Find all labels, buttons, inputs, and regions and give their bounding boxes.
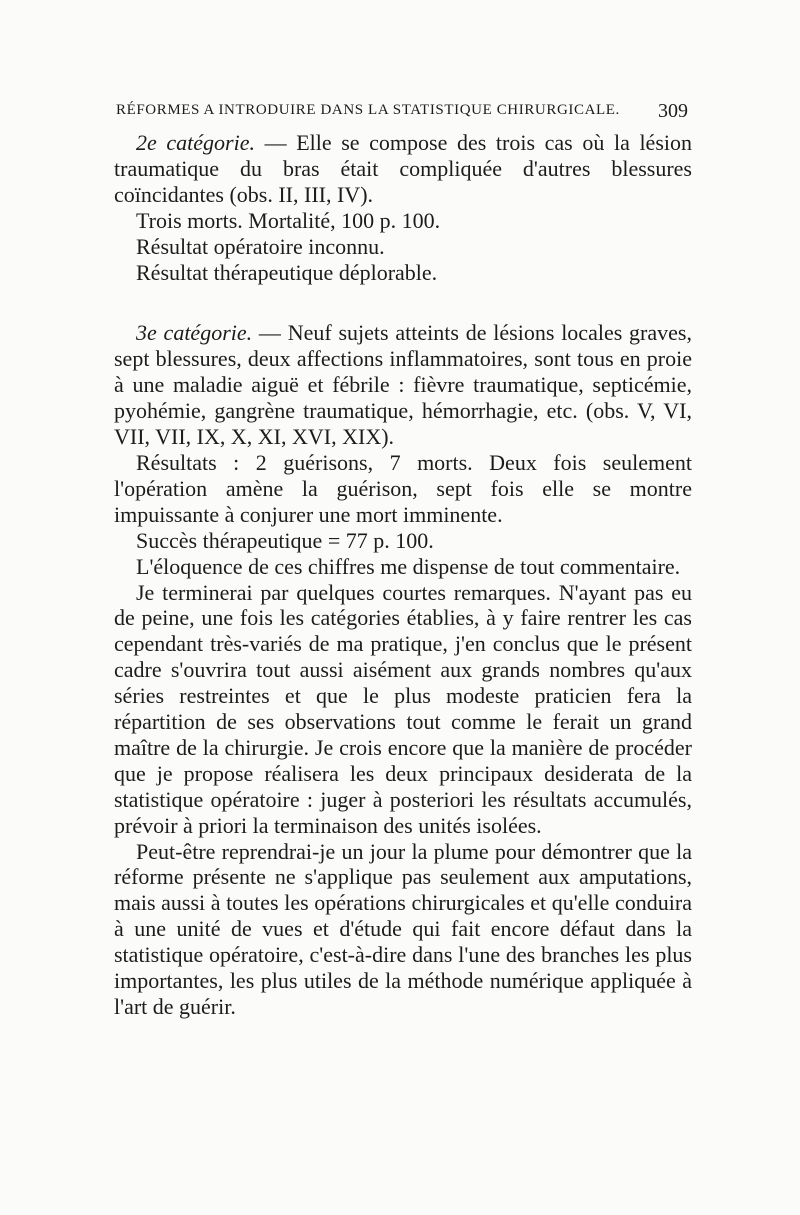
running-title: RÉFORMES A INTRODUIRE DANS LA STATISTIQUE CHIRURGICALE. xyxy=(116,102,620,118)
page-body xyxy=(114,130,692,1020)
category-2-therapeutic-result: Résultat thérapeutique déplorable. xyxy=(136,259,438,285)
category-2-text: — Elle se compose des trois cas où la lésion traumatique du bras était compliquée d'autres blessures coïncidantes (obs. II, III, IV). xyxy=(114,130,692,207)
paragraph-conclusion: Peut-être reprendrai-je un jour la plume pour démontrer que la réforme présente ne s'applique pas seulement aux amputations, mais aussi à toutes les opérations chirurgicales et qu'elle conduira à une unité de vues et d'étude qui fait encore défaut dans la statistique opératoire, c'est-à-dire dans l'une des branches les plus importantes, les plus utiles de la méthode numérique appliquée à l'art de guérir. xyxy=(114,838,692,1019)
category-3-success: Succès thérapeutique = 77 p. 100. xyxy=(136,527,434,553)
running-header xyxy=(110,100,688,126)
category-3-label: 3e catégorie. xyxy=(136,320,253,346)
category-2-paragraph xyxy=(114,130,692,208)
category-2-mortality: Trois morts. Mortalité, 100 p. 100. xyxy=(136,207,441,233)
paragraph-remarks: Je terminerai par quelques courtes remarques. N'ayant pas eu de peine, une fois les catégories établies, à y faire rentrer les cas cependant très-variés de ma pratique, j'en conclus que le présent cadre s'ouvrira tout aussi aisément aux grands nombres qu'aux séries restreintes et que le plus modeste praticien fera la répartition de ses observations tout comme le ferait un grand maître de la chirurgie. Je crois encore que la manière de procéder que je propose réalisera les deux principaux desiderata de la statistique opératoire : juger à posteriori les résultats accumulés, prévoir à priori la terminaison des unités isolées. xyxy=(114,579,692,838)
page-number: 309 xyxy=(658,100,688,122)
category-3-results: Résultats : 2 guérisons, 7 morts. Deux fois seulement l'opération amène la guérison, sept fois elle se montre impuissante à conjurer une mort imminente. xyxy=(114,449,692,527)
category-2-operative-result: Résultat opératoire inconnu. xyxy=(136,233,385,259)
category-2-label: 2e catégorie. xyxy=(136,130,255,155)
paragraph-eloquence: L'éloquence de ces chiffres me dispense de tout commentaire. xyxy=(136,553,681,579)
category-3-paragraph xyxy=(114,320,692,450)
category-3-text: — Neuf sujets atteints de lésions locales graves, sept blessures, deux affections inflammatoires, sont tous en proie à une maladie aiguë et fébrile : fièvre traumatique, septicémie, pyohémie, gangrène traumatique, hémorrhagie, etc. (obs. V, VI, VII, VII, IX, X, XI, XVI, XIX). xyxy=(114,320,692,450)
